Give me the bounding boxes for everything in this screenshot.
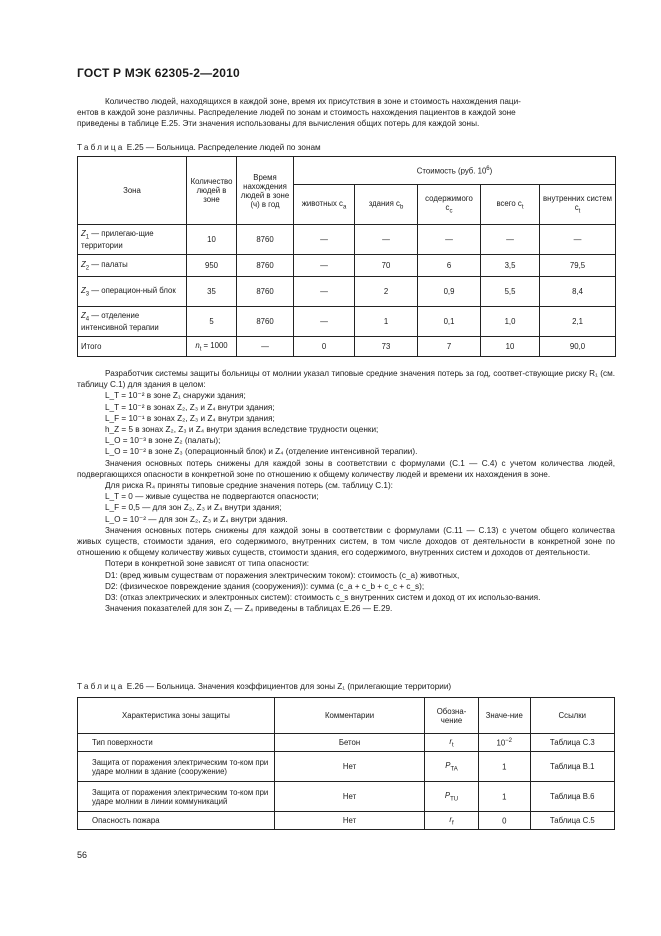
internal-cell: 79,5 (540, 255, 616, 277)
list-line: L_F = 10⁻¹ в зонах Z₂, Z₃ и Z₄ внутри здания; (105, 413, 275, 423)
zone-cell (78, 307, 187, 337)
total-cell: 10 (481, 337, 540, 357)
ref-cell: Таблица В.6 (530, 782, 614, 812)
col-zone: Зона (78, 157, 187, 225)
page-header: ГОСТ Р МЭК 62305-2—2010 (77, 66, 240, 80)
paragraph: Значения основных потерь снижены для каждой зоны в соответствии с формулами (С.11 — С.13) с учетом общего количества живых существ, стоимости здания, его содержимого, внутренних систем, в том числе доходов от деятельности в конкретной зоне по отношению к общему количеству живых существ, стоимости здания, его содержимого, внутренних систем и доходов от деятельности. (77, 525, 615, 558)
col-building-sub: b (399, 204, 404, 211)
intro-line: ентов в каждой зоне различны. Распределение людей по зонам и стоимость нахождения пациентов в каждой зоне (77, 108, 516, 118)
symbol-cell (425, 734, 479, 752)
total-cell: 3,5 (481, 255, 540, 277)
zone-cell (78, 255, 187, 277)
col-total (481, 185, 540, 225)
col-contents-sub: c (449, 208, 453, 215)
table-row-total (78, 337, 616, 357)
caption-word: Таблица (77, 682, 125, 691)
zone-name: — отделение интенсивной терапии (81, 311, 159, 332)
animals-cell: — (294, 255, 355, 277)
page-number: 56 (77, 850, 88, 860)
table-e25 (77, 156, 616, 357)
value-cell (478, 782, 530, 812)
body-text (77, 368, 615, 614)
symbol: P (444, 790, 451, 800)
building-cell: 1 (355, 307, 418, 337)
animals-cell: — (294, 277, 355, 307)
cost-label: Стоимость (руб. 10 (416, 166, 487, 176)
contents-cell: 0,1 (418, 307, 481, 337)
comment-cell: Нет (274, 812, 424, 830)
col-internal-sub: t (578, 208, 581, 215)
contents-cell: 7 (418, 337, 481, 357)
symbol: P (445, 760, 451, 770)
symbol-cell (425, 782, 479, 812)
total-cell: 5,5 (481, 277, 540, 307)
col-contents (418, 185, 481, 225)
time-cell: — (237, 337, 294, 357)
col-internal-label: внутренних систем c (543, 194, 612, 213)
zone-sub: 3 (85, 291, 90, 298)
time-cell: 8760 (237, 255, 294, 277)
zone-symbol: Z (81, 285, 86, 295)
table-e25-caption (77, 143, 321, 152)
n-value: = 1000 (201, 340, 228, 350)
internal-cell: 2,1 (540, 307, 616, 337)
caption-word: Таблица (77, 143, 125, 152)
cost-sup: 6 (486, 165, 490, 172)
people-cell: 35 (187, 277, 237, 307)
zone-cell (78, 277, 187, 307)
col-comment: Комментарии (274, 698, 424, 734)
value-sup: −2 (505, 737, 513, 744)
total-cell: 1,0 (481, 307, 540, 337)
contents-cell: 6 (418, 255, 481, 277)
value: 0 (502, 816, 507, 826)
col-building (355, 185, 418, 225)
people-cell: 5 (187, 307, 237, 337)
time-cell: 8760 (237, 277, 294, 307)
col-building-label: здания c (368, 198, 400, 208)
zone-symbol: Z (81, 259, 86, 269)
col-total-label: всего c (496, 198, 522, 208)
char-cell: Защита от поражения электрическим то-ком при ударе молнии в линии коммуникаций (78, 782, 275, 812)
symbol-sub: TU (450, 796, 459, 803)
col-char: Характеристика зоны защиты (78, 698, 275, 734)
list-line: L_O = 10⁻² — для зон Z₂, Z₃ и Z₄ внутри здания. (105, 514, 288, 524)
col-symbol: Обозна-чение (425, 698, 479, 734)
value: 1 (502, 792, 507, 802)
table-row (78, 255, 616, 277)
time-cell: 8760 (237, 307, 294, 337)
table-row (78, 734, 615, 752)
zone-sub: 4 (85, 316, 90, 323)
list-line: L_T = 10⁻² в зонах Z₂, Z₃ и Z₄ внутри здания; (105, 402, 275, 412)
value-cell (478, 812, 530, 830)
contents-cell: 0,9 (418, 277, 481, 307)
intro-line: Количество людей, находящихся в каждой зоне, время их присутствия в зоне и стоимость нахождения паци- (105, 97, 521, 106)
intro-paragraph (77, 96, 615, 130)
value: 1 (502, 762, 507, 772)
symbol-sub: f (451, 820, 454, 827)
col-internal (540, 185, 616, 225)
paragraph: Потери в конкретной зоне зависят от типа опасности: (105, 559, 310, 569)
zone-sub: 2 (85, 265, 90, 272)
paragraph: Разработчик системы защиты больницы от молнии указал типовые средние значения потерь за год, соответ-ствующие риску R₁ (см. таблицу С.1) для здания в целом: (77, 369, 615, 390)
table-row (78, 752, 615, 782)
symbol: r (449, 736, 452, 746)
n-sub: t (199, 346, 202, 353)
zone-symbol: Z (81, 311, 86, 321)
internal-cell: — (540, 225, 616, 255)
table-e26-caption (77, 682, 451, 691)
symbol-cell (425, 752, 479, 782)
people-cell (187, 337, 237, 357)
paragraph: D3: (отказ электрических и электронных систем): стоимость c_s внутренних систем и доход от их использо-вания. (105, 593, 541, 603)
list-line: L_F = 0,5 — для зон Z₂, Z₃ и Z₄ внутри здания; (105, 503, 282, 513)
building-cell: 2 (355, 277, 418, 307)
animals-cell: — (294, 225, 355, 255)
contents-cell: — (418, 225, 481, 255)
col-animals-label: животных c (301, 198, 343, 208)
building-cell: 70 (355, 255, 418, 277)
table-row (78, 277, 616, 307)
char-cell: Защита от поражения электрическим то-ком при ударе молнии в здание (сооружение) (78, 752, 275, 782)
table-row (78, 812, 615, 830)
animals-cell: — (294, 307, 355, 337)
col-ref: Ссылки (530, 698, 614, 734)
intro-line: приведены в таблице Е.25. Эти значения использованы для вычисления общих потерь для каждой зоны. (77, 119, 480, 129)
total-cell: — (481, 225, 540, 255)
internal-cell: 90,0 (540, 337, 616, 357)
paragraph: Для риска R₄ приняты типовые средние значения потерь (см. таблицу С.1): (105, 481, 393, 491)
value-cell (478, 752, 530, 782)
cost-end: ) (489, 166, 493, 176)
table-e26 (77, 697, 615, 830)
list-line: L_T = 0 — живые существа не подвергаются опасности; (105, 492, 319, 502)
value: 10 (496, 738, 506, 748)
col-value: Значе-ние (478, 698, 530, 734)
ref-cell: Таблица В.1 (530, 752, 614, 782)
symbol-sub: t (451, 742, 454, 749)
zone-name: — операцион-ный блок (89, 285, 176, 295)
internal-cell: 8,4 (540, 277, 616, 307)
total-label: Итого (78, 337, 187, 357)
building-cell: 73 (355, 337, 418, 357)
symbol-cell (425, 812, 479, 830)
col-total-sub: t (521, 204, 524, 211)
caption-text: Е.25 — Больница. Распределение людей по зонам (124, 143, 321, 152)
table-row (78, 307, 616, 337)
col-animals (294, 185, 355, 225)
col-time: Время нахождения людей в зоне (ч) в год (237, 157, 294, 225)
paragraph: Значения показателей для зон Z₁ — Z₄ приведены в таблицах Е.26 — Е.29. (105, 604, 393, 614)
symbol: r (449, 814, 452, 824)
value-cell (478, 734, 530, 752)
ref-cell: Таблица С.5 (530, 812, 614, 830)
list-line: L_T = 10⁻² в зоне Z₁ снаружи здания; (105, 391, 246, 401)
table-row (78, 782, 615, 812)
comment-cell: Нет (274, 752, 424, 782)
table-row (78, 225, 616, 255)
caption-text: Е.26 — Больница. Значения коэффициентов для зоны Z₁ (прилегающие территории) (124, 682, 452, 691)
col-animals-sub: a (342, 204, 347, 211)
building-cell: — (355, 225, 418, 255)
comment-cell: Бетон (274, 734, 424, 752)
time-cell: 8760 (237, 225, 294, 255)
ref-cell: Таблица С.3 (530, 734, 614, 752)
comment-cell: Нет (274, 782, 424, 812)
list-line: D1: (вред живым существам от поражения электрическим током): стоимость (c_a) животных, (105, 570, 460, 580)
people-cell: 950 (187, 255, 237, 277)
list-line: L_O = 10⁻² в зоне Z₃ (операционный блок) и Z₄ (отделение интенсивной терапии). (105, 447, 418, 457)
col-people: Количество людей в зоне (187, 157, 237, 225)
char-cell: Тип поверхности (78, 734, 275, 752)
char-cell: Опасность пожара (78, 812, 275, 830)
zone-name: — палаты (89, 259, 128, 269)
zone-sub: 1 (85, 234, 90, 241)
n-symbol: n (195, 340, 200, 350)
list-line: h_Z = 5 в зонах Z₂, Z₃ и Z₄ внутри здания вследствие трудности оценки; (105, 425, 379, 435)
col-contents-label: содержимого c (425, 194, 473, 213)
col-cost (294, 157, 616, 185)
zone-symbol: Z (81, 229, 86, 239)
list-line: L_O = 10⁻³ в зоне Z₂ (палаты); (105, 436, 221, 446)
zone-cell (78, 225, 187, 255)
symbol-sub: TA (450, 766, 458, 773)
list-line: D2: (физическое повреждение здания (сооружения)): сумма (c_a + c_b + c_c + c_s); (105, 581, 425, 591)
paragraph: Значения основных потерь снижены для каждой зоны в соответствии с формулами (С.1 — С.4) с учетом количества людей, подвергающихся опасности в конкретной зоне по отношению к общему количеству людей и времени их нахождения в зоне. (77, 458, 615, 479)
zone-name: — прилегаю-щие территории (81, 229, 154, 250)
people-cell: 10 (187, 225, 237, 255)
animals-cell: 0 (294, 337, 355, 357)
